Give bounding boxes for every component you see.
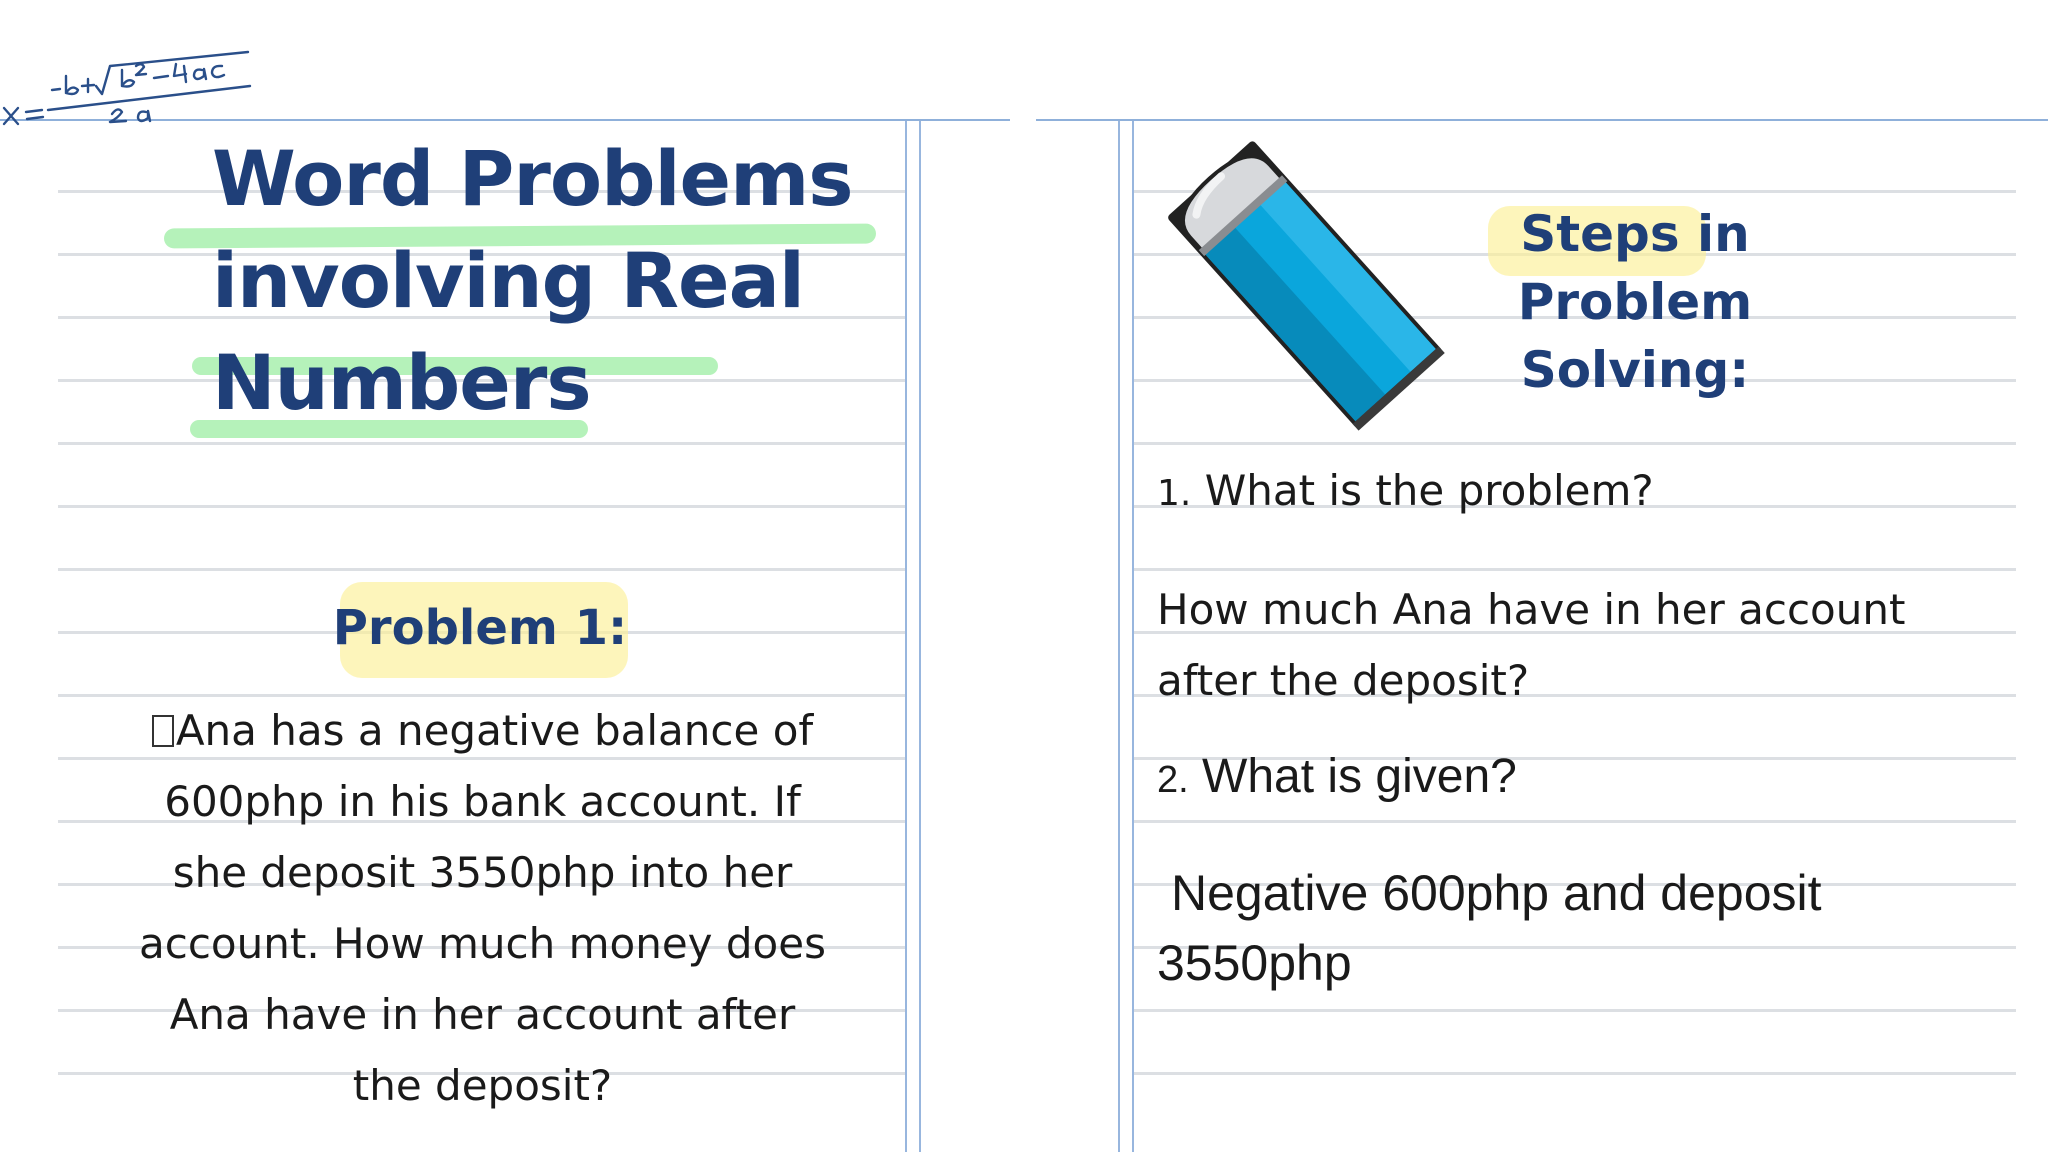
step-number: 1. bbox=[1157, 473, 1192, 514]
answer-line: Negative 600php and deposit bbox=[1171, 865, 1822, 921]
ruled-line bbox=[1132, 1072, 2016, 1075]
answer-line: How much Ana have in her account bbox=[1157, 585, 1906, 634]
problem-line: she deposit 3550php into her bbox=[172, 848, 793, 897]
step-number: 2. bbox=[1157, 759, 1189, 801]
answer-line: 3550php bbox=[1157, 935, 1352, 991]
step-question-1 bbox=[1157, 460, 1654, 525]
ruled-line bbox=[58, 568, 906, 571]
answer-line: after the deposit? bbox=[1157, 656, 1530, 705]
problem-line: account. How much money does bbox=[139, 919, 826, 968]
box-glyph-icon bbox=[152, 715, 174, 747]
margin-line bbox=[1132, 121, 1134, 1152]
step-label: What is the problem? bbox=[1204, 466, 1654, 515]
quadratic-formula-doodle bbox=[0, 20, 270, 130]
problem-line: the deposit? bbox=[352, 1061, 613, 1110]
margin-line bbox=[905, 121, 907, 1152]
title-line: involving Real bbox=[212, 236, 804, 325]
ruled-line bbox=[58, 442, 906, 445]
problem-statement bbox=[110, 695, 855, 1121]
margin-line bbox=[919, 121, 921, 1152]
ruled-line bbox=[1132, 1009, 2016, 1012]
step-question-2 bbox=[1157, 745, 1517, 812]
title-line: Numbers bbox=[212, 338, 591, 427]
problem-line: Ana have in her account after bbox=[169, 990, 796, 1039]
problem-heading: Problem 1: bbox=[332, 600, 628, 656]
ruled-line bbox=[1132, 568, 2016, 571]
top-rule bbox=[1036, 119, 2048, 121]
ruled-line bbox=[1132, 820, 2016, 823]
ruled-line bbox=[1132, 442, 2016, 445]
problem-line: 600php in his bank account. If bbox=[164, 777, 801, 826]
steps-title-line: Steps in Problem bbox=[1517, 205, 1753, 331]
margin-line bbox=[1118, 121, 1120, 1152]
steps-title-line: Solving: bbox=[1520, 341, 1750, 399]
ruled-line bbox=[58, 505, 906, 508]
step-answer-2 bbox=[1157, 858, 1987, 998]
title-line: Word Problems bbox=[212, 134, 853, 223]
page-title bbox=[212, 128, 853, 434]
step-label: What is given? bbox=[1202, 750, 1517, 803]
steps-title bbox=[1410, 200, 1860, 404]
problem-line: Ana has a negative balance of bbox=[110, 695, 855, 766]
step-answer-1 bbox=[1157, 574, 2007, 716]
